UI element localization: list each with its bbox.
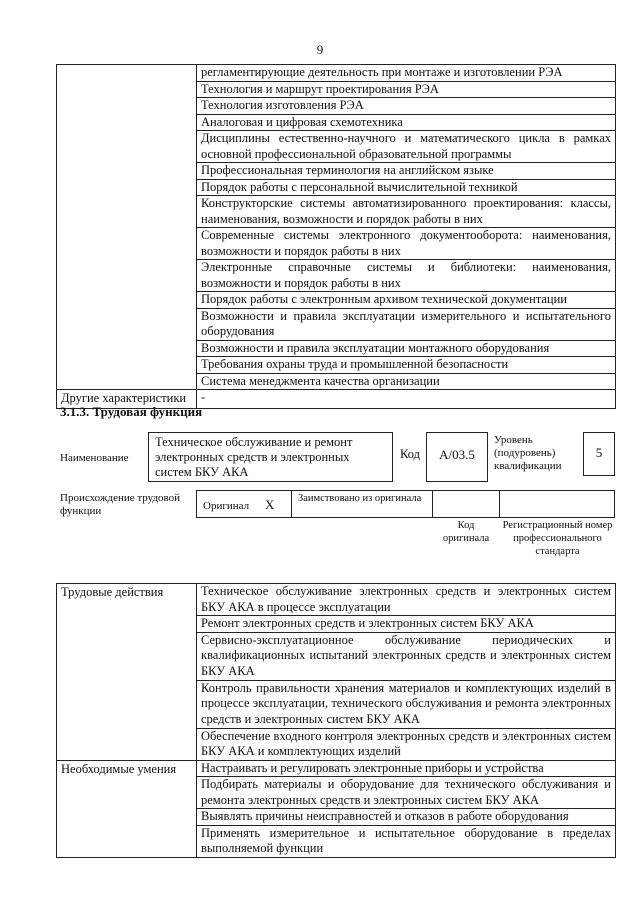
knowledge-row: Требования охраны труда и промышленной безопасности bbox=[197, 357, 616, 374]
knowledge-table bbox=[56, 64, 616, 409]
page-number: 9 bbox=[316, 42, 324, 57]
knowledge-row: регламентирующие деятельность при монтаже и изготовлении РЭА bbox=[197, 65, 616, 82]
registration-caption: Регистрационный номер профессионального стандарта bbox=[502, 520, 613, 557]
actions-label: Трудовые действия bbox=[57, 584, 197, 761]
action-row: Обеспечение входного контроля электронных средств и электронных систем БКУ АКА и комплектующих изделий bbox=[197, 728, 616, 760]
action-row: Техническое обслуживание электронных средств и электронных систем БКУ АКА в процессе эксплуатации bbox=[197, 584, 616, 616]
knowledge-row: Современные системы электронного документооборота: наименования, возможности и порядок работы в них bbox=[197, 228, 616, 260]
original-mark: X bbox=[265, 497, 275, 512]
function-name: Техническое обслуживание и ремонт электронных средств и электронных систем БКУ АКА bbox=[155, 435, 353, 479]
knowledge-row: Порядок работы с электронным архивом технической документации bbox=[197, 292, 616, 309]
knowledge-row: Технология изготовления РЭА bbox=[197, 98, 616, 115]
code-caption: Код оригинала bbox=[442, 520, 490, 544]
function-details-table bbox=[56, 583, 616, 858]
function-name-box bbox=[148, 432, 393, 482]
original-box bbox=[196, 490, 292, 518]
other-characteristics-value: - bbox=[197, 390, 616, 409]
skill-row: Выявлять причины неисправностей и отказов в работе оборудования bbox=[197, 809, 616, 826]
skill-row: Подбирать материалы и оборудование для технического обслуживания и ремонта электронных средств и электронных систем БКУ АКА bbox=[197, 777, 616, 809]
borrowed-box bbox=[291, 490, 433, 518]
knowledge-row: Возможности и правила эксплуатации измерительного и испытательного оборудования bbox=[197, 308, 616, 340]
knowledge-row: Конструкторские системы автоматизированного проектирования: классы, наименования, возможности и порядок работы в них bbox=[197, 196, 616, 228]
knowledge-row: Система менеджмента качества организации bbox=[197, 373, 616, 390]
section-title: 3.1.3. Трудовая функция bbox=[60, 404, 203, 419]
knowledge-row: Порядок работы с персональной вычислительной техникой bbox=[197, 179, 616, 196]
knowledge-row: Профессиональная терминология на английском языке bbox=[197, 163, 616, 180]
action-row: Сервисно-эксплуатационное обслуживание периодических и квалификационных испытаний электронных средств и электронных систем БКУ АКА bbox=[197, 632, 616, 680]
skills-label: Необходимые умения bbox=[57, 760, 197, 857]
original-code-box bbox=[432, 490, 500, 518]
original-label: Оригинал bbox=[203, 500, 250, 512]
other-characteristics-label: Другие характеристики bbox=[57, 390, 197, 409]
knowledge-row: Возможности и правила эксплуатации монтажного оборудования bbox=[197, 340, 616, 357]
borrowed-label: Заимствовано из оригинала bbox=[298, 493, 422, 504]
skill-row: Настраивать и регулировать электронные приборы и устройства bbox=[197, 760, 616, 777]
action-row: Контроль правильности хранения материалов и комплектующих изделий в процессе эксплуатации, технического обслуживания и ремонта электронных средств и электронных систем БКУ АКА bbox=[197, 680, 616, 728]
code-value: A/03.5 bbox=[439, 447, 475, 462]
knowledge-label-cell bbox=[57, 65, 197, 390]
code-box bbox=[426, 432, 488, 482]
knowledge-row: Дисциплины естественно-научного и математического цикла в рамках основной профессиональной образовательной программы bbox=[197, 131, 616, 163]
name-label: Наименование bbox=[60, 452, 129, 464]
knowledge-row: Аналоговая и цифровая схемотехника bbox=[197, 114, 616, 131]
code-label: Код bbox=[400, 447, 420, 461]
registration-number-box bbox=[499, 490, 615, 518]
level-value: 5 bbox=[595, 445, 603, 460]
knowledge-row: Электронные справочные системы и библиотеки: наименования, возможности и порядок работы в них bbox=[197, 260, 616, 292]
action-row: Ремонт электронных средств и электронных систем БКУ АКА bbox=[197, 616, 616, 633]
knowledge-row: Технология и маршрут проектирования РЭА bbox=[197, 81, 616, 98]
skill-row: Применять измерительное и испытательное оборудование в пределах выполняемой функции bbox=[197, 825, 616, 857]
level-box bbox=[583, 432, 615, 476]
origin-label: Происхождение трудовой функции bbox=[60, 492, 181, 517]
level-label: Уровень (подуровень) квалификации bbox=[494, 434, 562, 472]
